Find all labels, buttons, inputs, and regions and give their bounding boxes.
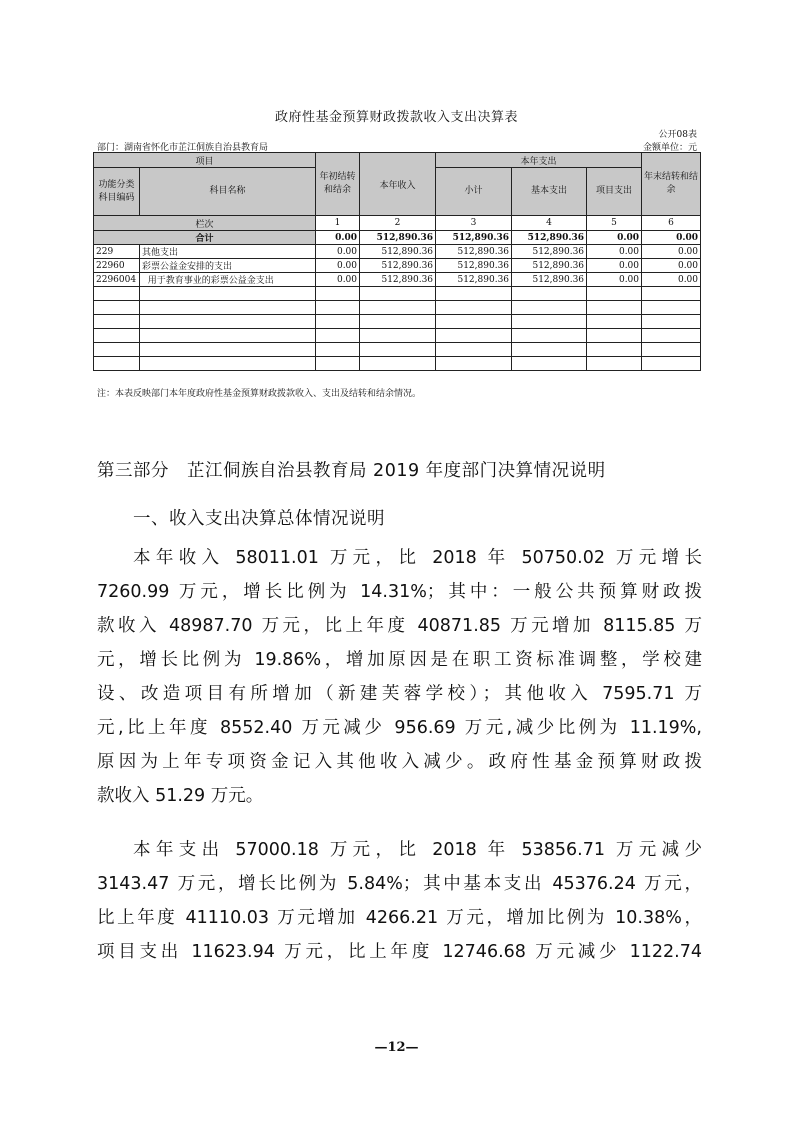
empty-row bbox=[94, 287, 701, 301]
form-number: 公开08表 bbox=[658, 130, 697, 140]
paragraph-line: 原因为上年专项资金记入其他收入减少。政府性基金预算财政拨 bbox=[97, 752, 702, 772]
header-expense-group: 本年支出 bbox=[436, 153, 642, 168]
column-number: 2 bbox=[360, 216, 436, 231]
row-code: 2296004 bbox=[94, 273, 140, 287]
paragraph-line: 项目支出 11623.94 万元，比上年度 12746.68 万元减少 1122.74 bbox=[97, 942, 702, 962]
header-project: 项目 bbox=[94, 153, 316, 168]
empty-row bbox=[94, 301, 701, 315]
header-func-code: 功能分类科目编码 bbox=[94, 168, 140, 216]
row-value: 512,890.36 bbox=[360, 259, 436, 273]
column-number: 1 bbox=[316, 216, 360, 231]
total-label: 合计 bbox=[94, 231, 316, 245]
unit-label: 金额单位：元 bbox=[642, 143, 697, 153]
empty-row bbox=[94, 343, 701, 357]
row-value: 512,890.36 bbox=[436, 273, 512, 287]
row-value: 0.00 bbox=[316, 245, 360, 259]
table-note: 注：本表反映部门本年度政府性基金预算财政拨款收入、支出及结转和结余情况。 bbox=[97, 389, 422, 399]
total-value: 512,890.36 bbox=[512, 231, 587, 245]
paragraph-line: 7260.99 万元，增长比例为 14.31%；其中：一般公共预算财政拨 bbox=[97, 582, 702, 602]
paragraph-line: 比上年度 41110.03 万元增加 4266.21 万元，增加比例为 10.38%， bbox=[97, 908, 702, 928]
column-number: 4 bbox=[512, 216, 587, 231]
header-subtotal: 小计 bbox=[436, 168, 512, 216]
total-row bbox=[94, 231, 701, 245]
row-code: 229 bbox=[94, 245, 140, 259]
total-value: 512,890.36 bbox=[436, 231, 512, 245]
row-value: 512,890.36 bbox=[360, 245, 436, 259]
paragraph-line: 元，增长比例为 19.86%，增加原因是在职工资标准调整，学校建 bbox=[97, 650, 702, 670]
total-value: 0.00 bbox=[642, 231, 701, 245]
row-value: 512,890.36 bbox=[360, 273, 436, 287]
header-begin-balance: 年初结转和结余 bbox=[316, 153, 360, 216]
section-subheading: 一、收入支出决算总体情况说明 bbox=[133, 509, 385, 529]
income-paragraph bbox=[97, 541, 702, 813]
row-value: 512,890.36 bbox=[512, 245, 587, 259]
paragraph-line: 款收入 48987.70 万元，比上年度 40871.85 万元增加 8115.85 万 bbox=[97, 616, 702, 636]
department-label: 部门：湖南省怀化市芷江侗族自治县教育局 bbox=[97, 143, 269, 153]
table-row bbox=[94, 245, 701, 259]
column-label: 栏次 bbox=[94, 216, 316, 231]
empty-row bbox=[94, 357, 701, 371]
section-heading: 第三部分 芷江侗族自治县教育局 2019 年度部门决算情况说明 bbox=[97, 461, 606, 481]
row-code: 22960 bbox=[94, 259, 140, 273]
header-basic: 基本支出 bbox=[512, 168, 587, 216]
column-number: 3 bbox=[436, 216, 512, 231]
table-row bbox=[94, 273, 701, 287]
header-income: 本年收入 bbox=[360, 153, 436, 216]
paragraph-line: 本年支出 57000.18 万元，比 2018 年 53856.71 万元减少 bbox=[133, 840, 702, 860]
row-value: 512,890.36 bbox=[436, 259, 512, 273]
paragraph-line: 元,比上年度 8552.40 万元减少 956.69 万元,减少比例为 11.19%, bbox=[97, 718, 702, 738]
row-value: 0.00 bbox=[587, 259, 642, 273]
expense-paragraph bbox=[97, 833, 702, 969]
paragraph-line: 款收入 51.29 万元。 bbox=[97, 786, 264, 806]
row-name: 用于教育事业的彩票公益金支出 bbox=[140, 273, 316, 287]
total-value: 0.00 bbox=[587, 231, 642, 245]
column-number: 6 bbox=[642, 216, 701, 231]
row-name: 彩票公益金安排的支出 bbox=[140, 259, 316, 273]
total-value: 512,890.36 bbox=[360, 231, 436, 245]
column-number: 5 bbox=[587, 216, 642, 231]
explanation-section bbox=[97, 455, 702, 969]
row-value: 0.00 bbox=[316, 259, 360, 273]
header-end-balance: 年末结转和结余 bbox=[642, 153, 701, 216]
header-item-name: 科目名称 bbox=[140, 168, 316, 216]
empty-row bbox=[94, 315, 701, 329]
row-value: 0.00 bbox=[642, 273, 701, 287]
row-value: 0.00 bbox=[642, 259, 701, 273]
total-value: 0.00 bbox=[316, 231, 360, 245]
row-value: 512,890.36 bbox=[512, 259, 587, 273]
paragraph-line: 3143.47 万元，增长比例为 5.84%；其中基本支出 45376.24 万元， bbox=[97, 874, 702, 894]
row-value: 512,890.36 bbox=[512, 273, 587, 287]
table-title: 政府性基金预算财政拨款收入支出决算表 bbox=[274, 110, 518, 125]
header-project-expense: 项目支出 bbox=[587, 168, 642, 216]
row-name: 其他支出 bbox=[140, 245, 316, 259]
row-value: 0.00 bbox=[587, 245, 642, 259]
empty-row bbox=[94, 329, 701, 343]
paragraph-line: 设、改造项目有所增加（新建芙蓉学校）；其他收入 7595.71 万 bbox=[97, 684, 702, 704]
page-number: —12— bbox=[374, 1040, 419, 1055]
row-value: 0.00 bbox=[587, 273, 642, 287]
row-value: 512,890.36 bbox=[436, 245, 512, 259]
row-value: 0.00 bbox=[316, 273, 360, 287]
row-value: 0.00 bbox=[642, 245, 701, 259]
table-row bbox=[94, 259, 701, 273]
fund-table bbox=[93, 152, 701, 371]
paragraph-line: 本年收入 58011.01 万元，比 2018 年 50750.02 万元增长 bbox=[133, 548, 702, 568]
